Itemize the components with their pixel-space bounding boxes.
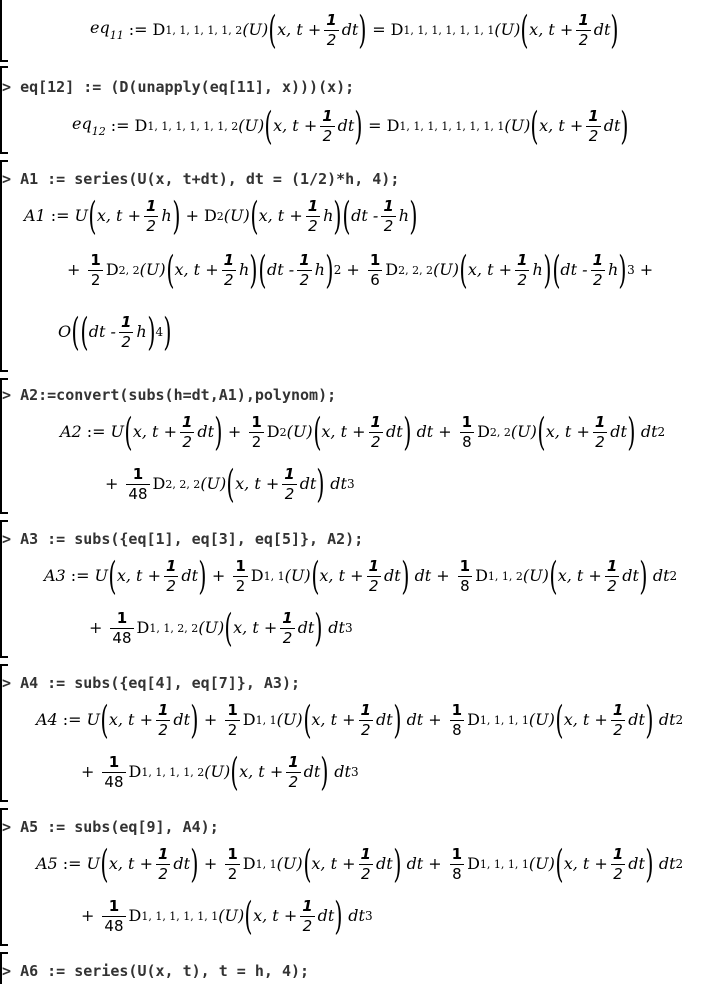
output-eq11-group [0,0,727,62]
a4-output-line1: A4 := U ( x, t + $\frac{1}{2}$ dt ) + $\frac{1}{2}$ D 1, 1 (U) ( x, t + $\frac{1}{2}$ dt ) dt + $\frac{1}{8}$ D 1, 1, 1, 1 (U) ( x, t + $\frac{1}{2}$ dt ) dt 2 [36,698,684,742]
a5-group [0,808,727,946]
a3-output-line2: + $\frac{1}{48}$ D 1, 1, 2, 2 (U) ( x, t + $\frac{1}{2}$ dt ) dt 3 [89,606,353,650]
input-command[interactable]: > A1 := series(U(x, t+dt), dt = (1/2)*h, 4); [2,170,400,188]
a2-output-line1: A2 := U ( x, t + $\frac{1}{2}$ dt ) + $\frac{1}{2}$ D 2 (U) ( x, t + $\frac{1}{2}$ dt ) dt + $\frac{1}{8}$ D 2, 2 (U) ( x, t + $\frac{1}{2}$ dt ) dt 2 [60,410,666,454]
a4-group [0,664,727,802]
eq12-output: $eq_{12}$ := D 1, 1, 1, 1, 1, 1, 2 (U) ( x, t + $\frac{1}{2}$ dt ) = D 1, 1, 1, 1, 1, 1, 1, 1 (U) ( x, t + $\frac{1}{2}$ dt ) [72,104,629,148]
eq11-lhs: $eq_{11}$ [90,17,124,42]
a4-output-line2: + $\frac{1}{48}$ D 1, 1, 1, 1, 2 (U) ( x, t + $\frac{1}{2}$ dt ) dt 3 [81,750,359,794]
a2-group [0,378,727,514]
a2-output-line2: + $\frac{1}{48}$ D 2, 2, 2 (U) ( x, t + $\frac{1}{2}$ dt ) dt 3 [105,462,355,506]
a3-output-line1: A3 := U ( x, t + $\frac{1}{2}$ dt ) + $\frac{1}{2}$ D 1, 1 (U) ( x, t + $\frac{1}{2}$ dt ) dt + $\frac{1}{8}$ D 1, 1, 2 (U) ( x, t + $\frac{1}{2}$ dt ) dt 2 [44,554,678,598]
input-command[interactable]: > A3 := subs({eq[1], eq[3], eq[5]}, A2); [2,530,364,548]
a5-output-line2: + $\frac{1}{48}$ D 1, 1, 1, 1, 1, 1 (U) ( x, t + $\frac{1}{2}$ dt ) dt 3 [81,894,373,938]
a1-output-line3: O ( ( dt - $\frac{1}{2}$ h ) 4 ) [58,310,172,354]
input-command[interactable]: > A6 := series(U(x, t), t = h, 4); [2,962,310,980]
group-bracket[interactable] [0,160,8,372]
a3-group [0,520,727,658]
input-command[interactable]: > A4 := subs({eq[4], eq[7]}, A3); [2,674,301,692]
a5-output-line1: A5 := U ( x, t + $\frac{1}{2}$ dt ) + $\frac{1}{2}$ D 1, 1 (U) ( x, t + $\frac{1}{2}$ dt ) dt + $\frac{1}{8}$ D 1, 1, 1, 1 (U) ( x, t + $\frac{1}{2}$ dt ) dt 2 [36,842,684,886]
a1-output-line2: + $\frac{1}{2}$ D 2, 2 (U) ( x, t + $\frac{1}{2}$ h ) ( dt - $\frac{1}{2}$ h ) 2 + $\frac{1}{6}$ D 2, 2, 2 (U) ( x, t + $\frac{1}{2}$ h ) ( dt - $\frac{1}{2}$ h ) 3 + [67,248,654,292]
group-bracket[interactable] [0,0,8,62]
input-command[interactable]: > eq[12] := (D(unapply(eq[11], x)))(x); [2,78,355,96]
a1-group [0,160,727,372]
a1-output-line1: A1 := U ( x, t + $\frac{1}{2}$ h ) + D 2 (U) ( x, t + $\frac{1}{2}$ h ) ( dt - $\frac{1}{2}$ h ) [24,194,418,238]
a6-group [0,952,727,984]
eq12-group [0,66,727,154]
input-command[interactable]: > A5 := subs(eq[9], A4); [2,818,219,836]
eq11-output: $eq_{11}$ := D 1, 1, 1, 1, 1, 2 (U) ( x, t + $\frac{1}{2}$ dt ) = D 1, 1, 1, 1, 1, 1, 1 (U) ( x, t + $\frac{1}{2}$ dt ) [90,8,619,52]
input-command[interactable]: > A2:=convert(subs(h=dt,A1),polynom); [2,386,337,404]
